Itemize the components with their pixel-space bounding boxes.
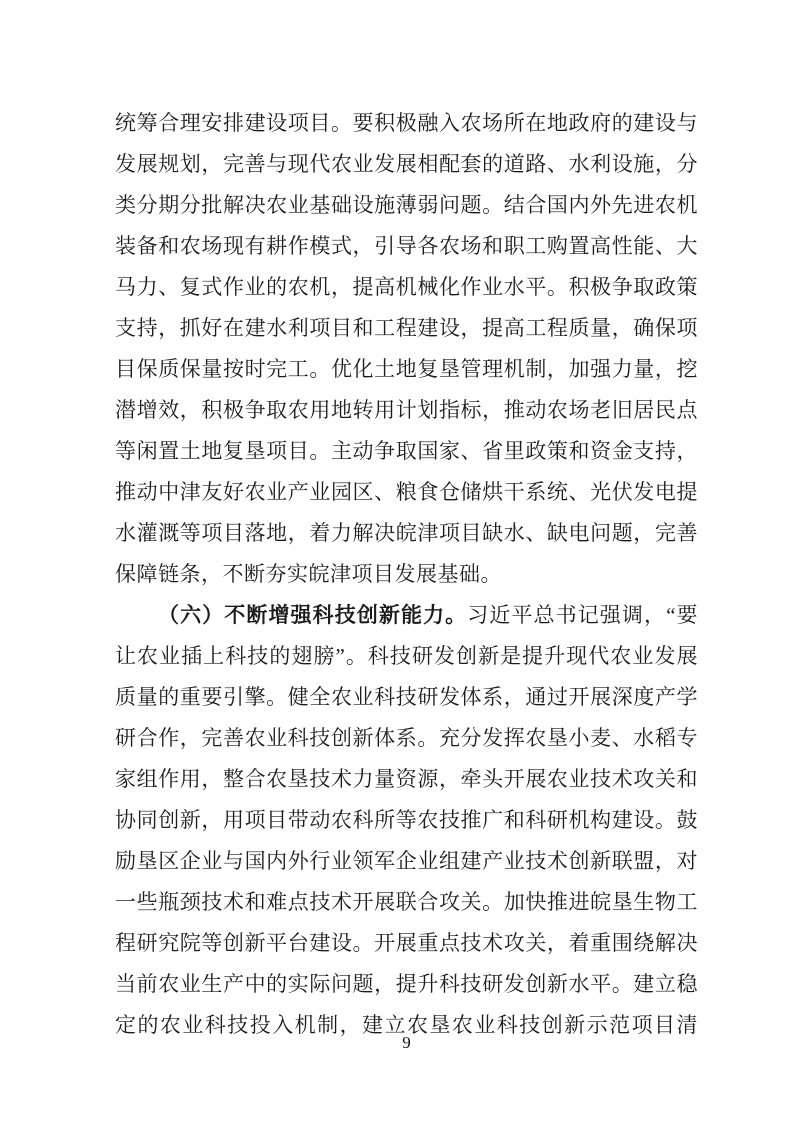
text-line: [115, 882, 698, 923]
text-line: [115, 923, 698, 964]
line-text: 习近平总书记强调，“要: [467, 603, 698, 627]
text-line: [115, 431, 698, 472]
text-line: [115, 636, 698, 677]
text-line: [115, 103, 698, 144]
section-heading-bold-text: （六）不断增强科技创新能力。: [158, 603, 468, 627]
line-text: 当前农业生产中的实际问题，提升科技研发创新水平。建立稳: [115, 972, 698, 996]
text-line: [115, 595, 698, 636]
text-line: [115, 718, 698, 759]
text-line: [115, 677, 698, 718]
line-text: 发展规划，完善与现代农业发展相配套的道路、水利设施，分: [115, 152, 698, 176]
line-text: 统筹合理安排建设项目。要积极融入农场所在地政府的建设与: [115, 111, 698, 135]
line-text: 协同创新，用项目带动农科所等农技推广和科研机构建设。鼓: [115, 808, 698, 832]
text-line: [115, 964, 698, 1005]
line-text: 质量的重要引擎。健全农业科技研发体系，通过开展深度产学: [115, 685, 698, 709]
text-block: [115, 103, 698, 1046]
text-line: [115, 759, 698, 800]
line-text: 家组作用，整合农垦技术力量资源，牵头开展农业技术攻关和: [115, 767, 698, 791]
line-text: 程研究院等创新平台建设。开展重点技术攻关，着重围绕解决: [115, 931, 698, 955]
line-text: 装备和农场现有耕作模式，引导各农场和职工购置高性能、大: [115, 234, 698, 258]
line-text: 目保质保量按时完工。优化土地复垦管理机制，加强力量，挖: [115, 357, 698, 381]
text-line: [115, 226, 698, 267]
text-line: [115, 308, 698, 349]
text-line: [115, 267, 698, 308]
text-line: [115, 390, 698, 431]
line-text: 马力、复式作业的农机，提高机械化作业水平。积极争取政策: [115, 275, 698, 299]
line-text: 保障链条，不断夯实皖津项目发展基础。: [115, 562, 502, 586]
text-line: [115, 800, 698, 841]
line-text: 水灌溉等项目落地，着力解决皖津项目缺水、缺电问题，完善: [115, 521, 698, 545]
line-text: 类分期分批解决农业基础设施薄弱问题。结合国内外先进农机: [115, 193, 698, 217]
text-line: [115, 513, 698, 554]
line-text: 等闲置土地复垦项目。主动争取国家、省里政策和资金支持，: [115, 439, 698, 463]
text-line: [115, 554, 698, 595]
text-line: [115, 841, 698, 882]
line-text: 定的农业科技投入机制，建立农垦农业科技创新示范项目清: [115, 1013, 698, 1037]
line-text: 让农业插上科技的翅膀”。科技研发创新是提升现代农业发展: [115, 644, 698, 668]
text-line: [115, 144, 698, 185]
line-text: 支持，抓好在建水利项目和工程建设，提高工程质量，确保项: [115, 316, 698, 340]
line-text: 一些瓶颈技术和难点技术开展联合攻关。加快推进皖垦生物工: [115, 890, 698, 914]
line-text: 潜增效，积极争取农用地转用计划指标，推动农场老旧居民点: [115, 398, 698, 422]
text-line: [115, 349, 698, 390]
text-line: [115, 185, 698, 226]
text-line: [115, 472, 698, 513]
line-text: 研合作，完善农业科技创新体系。充分发挥农垦小麦、水稻专: [115, 726, 698, 750]
line-text: 励垦区企业与国内外行业领军企业组建产业技术创新联盟，对: [115, 849, 698, 873]
page-number: 9: [402, 1033, 411, 1052]
line-text: 推动中津友好农业产业园区、粮食仓储烘干系统、光伏发电提: [115, 480, 698, 504]
